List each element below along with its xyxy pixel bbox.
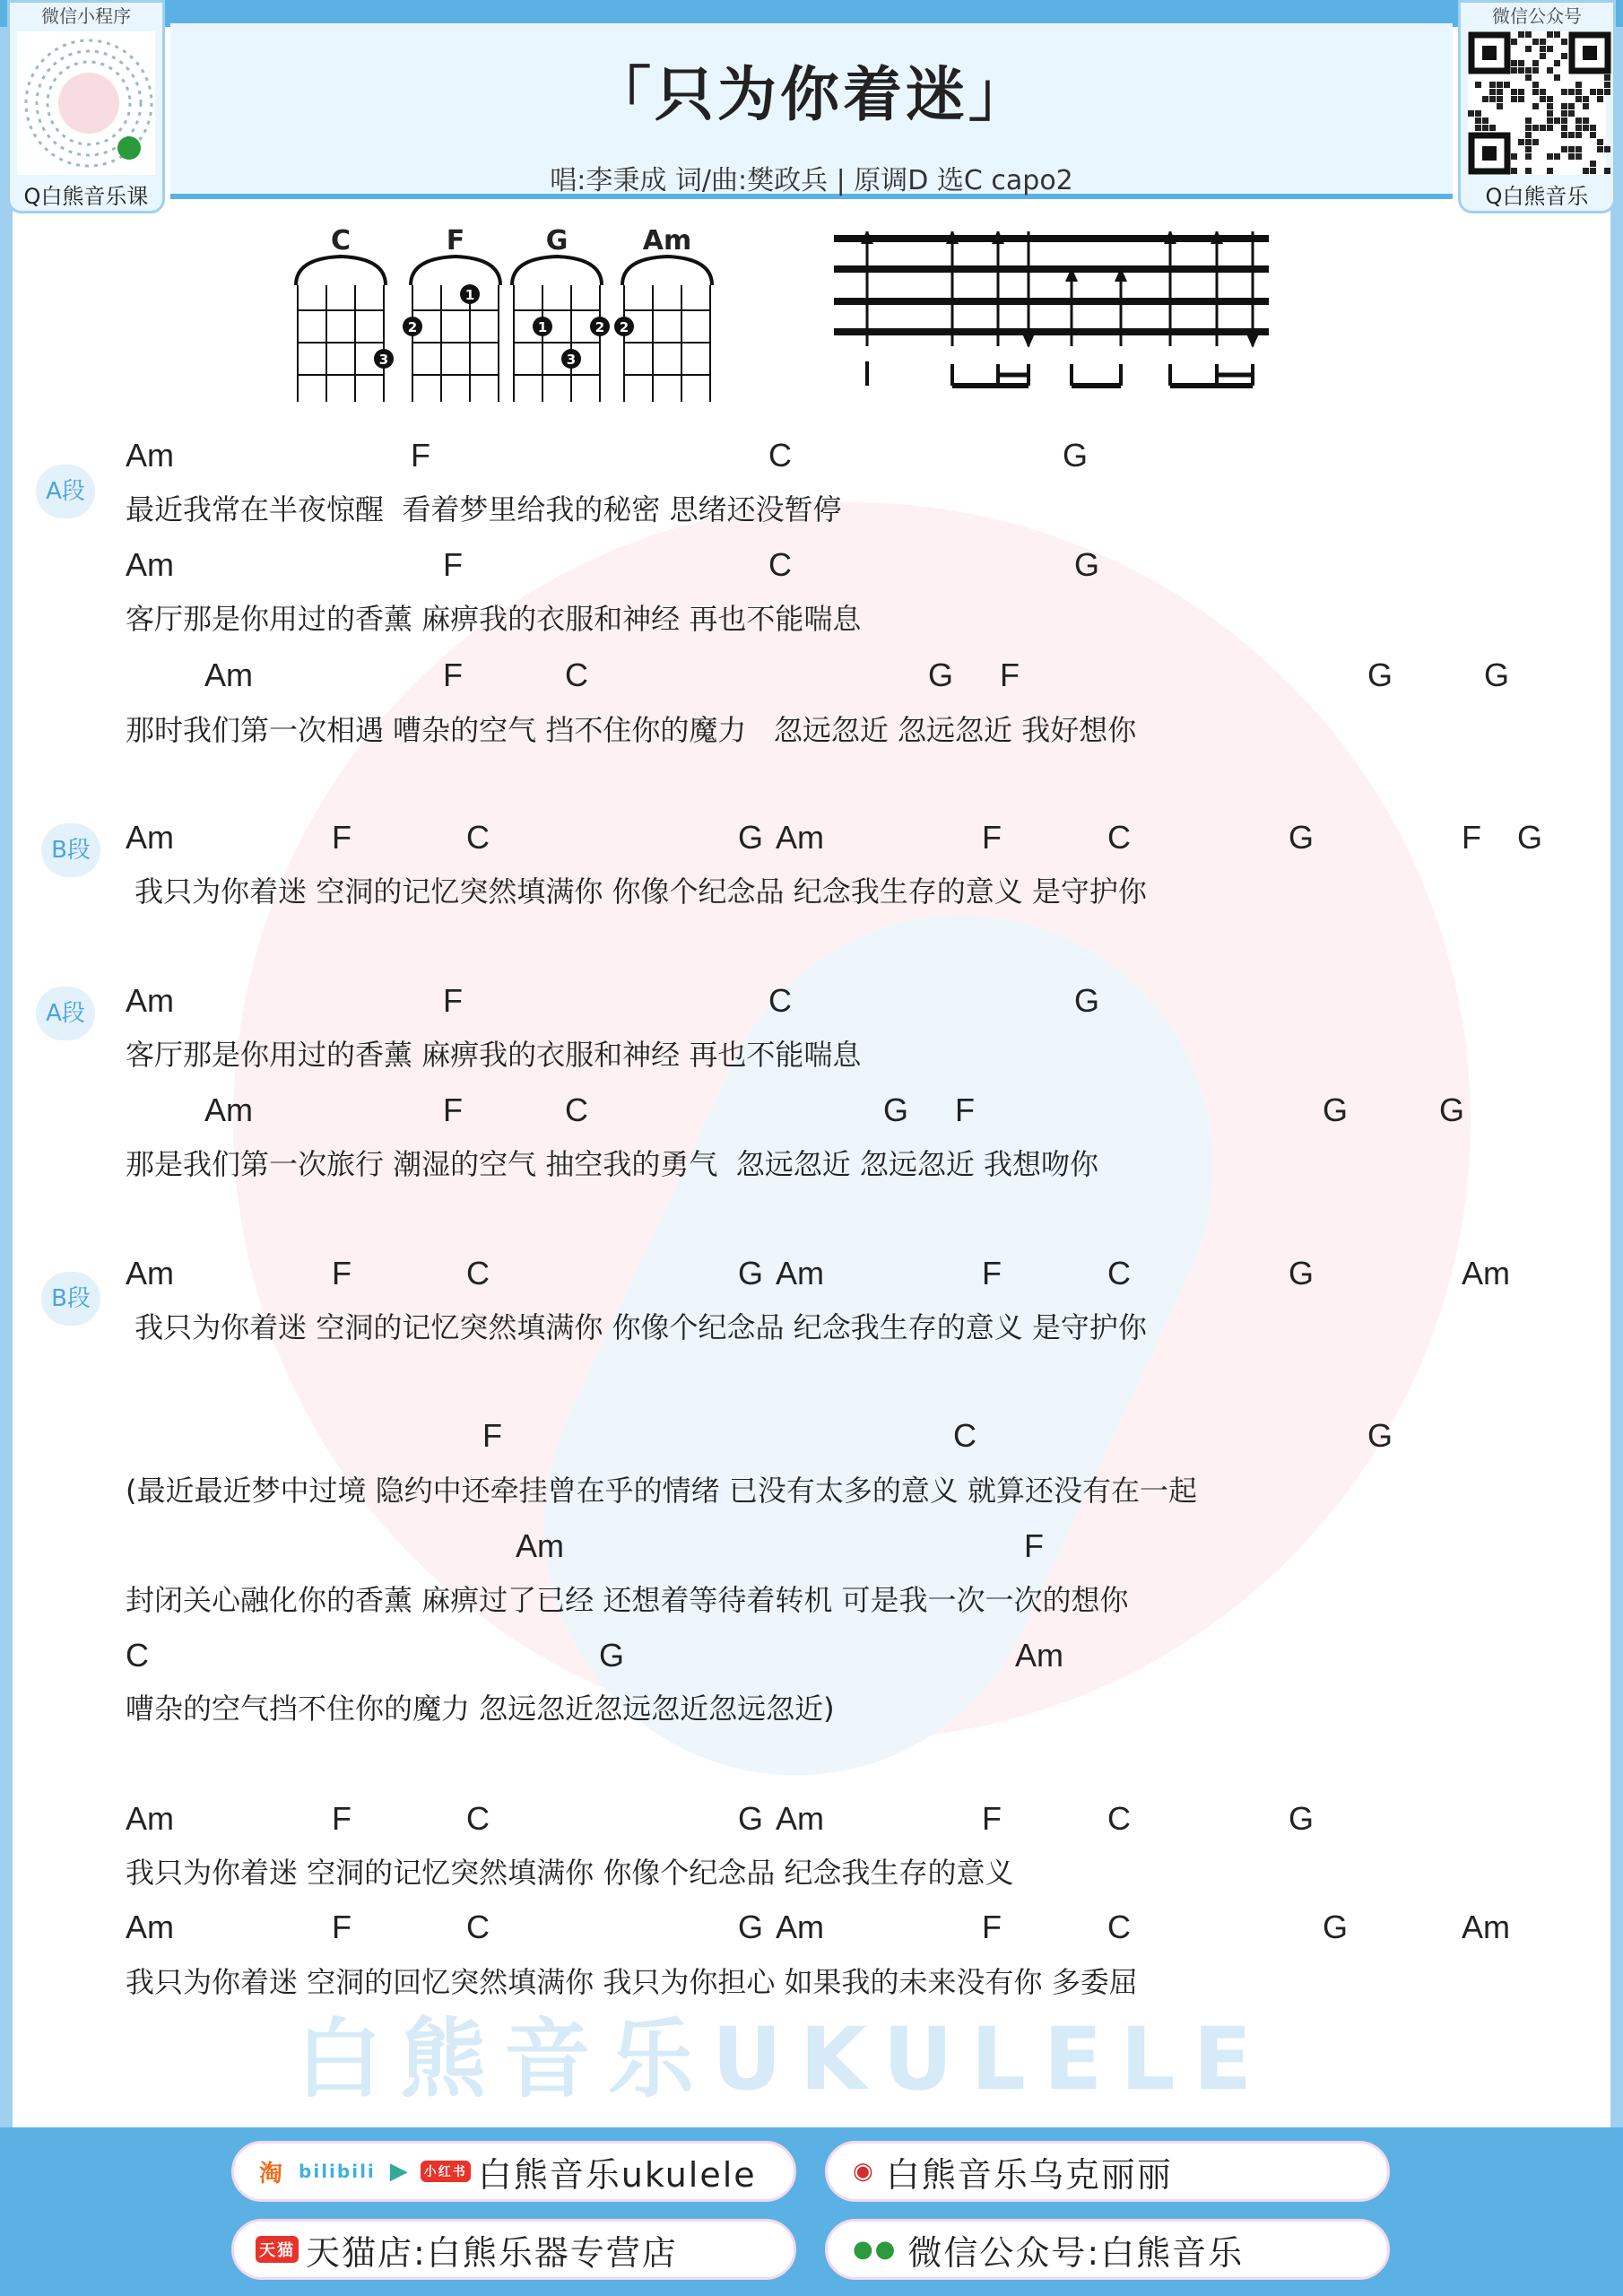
frame-right [1610,0,1623,2296]
svg-text:1: 1 [464,287,475,303]
chord-diagram-name: Am [642,225,692,257]
watermark: 白熊音乐UKULELE [296,2009,1271,2109]
chord-label: F [332,819,352,856]
lyric-line: 我只为你着迷 空洞的回忆突然填满你 我只为你担心 如果我的未来没有你 多委屈 [126,1965,1138,1999]
footer-tmall[interactable] [231,2219,796,2280]
frame-left [0,0,13,2296]
mini-program-code-icon [17,31,155,175]
chord-label: C [565,657,588,693]
qr-top-label: 微信小程序 [41,5,131,27]
footer-label: 白熊音乐ukulele [477,2154,757,2195]
xiaohongshu-icon: 小红书 [421,2161,471,2182]
chord-label: Am [516,1527,564,1564]
chord-label: G [1323,1909,1349,1945]
song-info: 唱:李秉成 词/曲:樊政兵 | 原调D 选C capo2 [550,165,1073,196]
chord-label: Am [126,1800,174,1837]
lyric-line: (最近最近梦中过境 隐约中还牵挂曾在乎的情绪 已没有太多的意义 就算还没有在一起 [126,1474,1198,1508]
chord-diagram-C [296,225,394,402]
chord-diagram-name: F [446,225,465,257]
chord-label: C [768,546,792,583]
chord-diagram-name: C [330,225,352,257]
chord-label: G [1289,819,1315,856]
chord-label: G [1367,1417,1393,1454]
chord-label: F [955,1091,975,1128]
chord-label: Am [126,437,174,474]
chord-label: G [738,1800,764,1837]
chord-label: Am [126,982,174,1019]
tmall-icon: 天猫 [256,2236,299,2263]
qr-bottom-label: Q白熊音乐 [1485,184,1589,209]
svg-text:2: 2 [619,319,629,335]
chord-label: Am [776,1800,824,1837]
official-account-qr-box[interactable] [1458,0,1616,213]
chord-label: F [443,982,463,1019]
section-badge: A段 [36,987,95,1040]
chord-label: C [565,1091,588,1128]
lyric-line: 客厅那是你用过的香薰 麻痹我的衣服和神经 再也不能喘息 [126,1038,862,1072]
lyric-line: 客厅那是你用过的香薰 麻痹我的衣服和神经 再也不能喘息 [126,602,862,636]
chord-label: F [332,1909,352,1945]
chord-label: G [738,1255,764,1292]
chord-label: G [738,819,764,856]
chord-label: G [1074,546,1100,583]
section-badge: B段 [41,1272,100,1326]
svg-text:3: 3 [566,352,577,368]
lyric-line: 封闭关心融化你的香薰 麻痹过了已经 还想着等待着转机 可是我一次一次的想你 [126,1583,1129,1617]
chord-label: C [1107,1255,1131,1292]
chord-diagram-name: G [545,225,568,257]
svg-text:3: 3 [378,352,389,368]
chord-label: F [411,437,430,474]
chord-diagrams [287,222,735,405]
chord-label: G [1517,819,1543,856]
chord-label: F [1024,1527,1044,1564]
section-badge: A段 [36,465,95,518]
footer-label: 微信公众号:白熊音乐 [907,2232,1245,2273]
chord-label: G [599,1637,625,1674]
footer [0,2127,1623,2296]
footer-weibo[interactable] [825,2141,1390,2202]
lyric-line: 那时我们第一次相遇 嘈杂的空气 挡不住你的魔力 忽远忽近 忽远忽近 我好想你 [126,713,1137,747]
chord-label: C [953,1417,976,1454]
qr-code-icon [1468,31,1606,175]
lyric-line: 那是我们第一次旅行 潮湿的空气 抽空我的勇气 忽远忽近 忽远忽近 我想吻你 [126,1147,1099,1181]
chord-label: F [443,546,463,583]
chord-label: C [1107,1800,1131,1837]
chord-label: G [883,1091,909,1128]
lyric-line: 我只为你着迷 空洞的记忆突然填满你 你像个纪念品 纪念我生存的意义 是守护你 [126,874,1147,909]
chord-label: G [1289,1255,1315,1292]
chord-label: C [466,1255,490,1292]
chord-label: G [1367,657,1393,693]
chord-label: G [1063,437,1089,474]
chord-label: G [1484,657,1510,693]
weibo-icon: ◉ [853,2158,875,2185]
chord-label: C [1107,1909,1131,1945]
mini-program-qr-box[interactable] [7,0,165,213]
chord-label: G [1074,982,1100,1019]
chord-label: F [1000,657,1020,693]
chord-label: Am [776,1909,824,1945]
lyric-line: 我只为你着迷 空洞的记忆突然填满你 你像个纪念品 纪念我生存的意义 [126,1856,1014,1890]
header [170,23,1453,199]
chord-label: C [126,1637,149,1674]
footer-label: 白熊音乐乌克丽丽 [885,2154,1173,2195]
section-badge: B段 [41,823,100,877]
svg-text:2: 2 [407,319,418,335]
strum-pattern [829,231,1278,396]
chord-label: G [1323,1091,1349,1128]
chord-label: F [332,1800,352,1837]
chord-label: F [332,1255,352,1292]
chord-label: Am [126,1909,174,1945]
chord-diagram-G [512,225,610,402]
chord-label: C [466,819,490,856]
chord-label: F [982,819,1002,856]
chord-label: C [466,1909,490,1945]
bilibili-icon: bilibili [299,2161,376,2182]
chord-label: Am [204,657,253,693]
chord-label: G [738,1909,764,1945]
chord-label: Am [1015,1637,1063,1674]
lyric-line: 嘈杂的空气挡不住你的魔力 忽远忽近忽远忽近忽远忽近) [126,1692,835,1726]
chord-label: F [982,1800,1002,1837]
svg-text:2: 2 [595,319,605,335]
qr-top-label: 微信公众号 [1492,5,1582,27]
chord-label: Am [204,1091,253,1128]
chord-label: Am [1462,1255,1510,1292]
chord-label: G [928,657,954,693]
tencent-video-icon: ▶ [389,2158,410,2185]
lyric-line: 最近我常在半夜惊醒 看着梦里给我的秘密 思绪还没暂停 [126,492,842,526]
chord-label: Am [776,1255,824,1292]
chord-label: F [443,657,463,693]
chord-label: Am [126,546,174,583]
chord-label: Am [776,819,824,856]
chord-label: F [482,1417,502,1454]
chord-diagram-Am [614,225,712,402]
chord-label: F [443,1091,463,1128]
qr-bottom-label: Q白熊音乐课 [23,184,149,209]
chord-label: C [768,437,792,474]
page-title: 「只为你着迷」 [592,60,1031,129]
chord-label: F [982,1909,1002,1945]
chord-label: G [1289,1800,1315,1837]
lyric-line: 我只为你着迷 空洞的记忆突然填满你 你像个纪念品 纪念我生存的意义 是守护你 [126,1310,1147,1344]
chord-label: F [1462,819,1481,856]
chord-label: C [1107,819,1131,856]
svg-text:1: 1 [537,319,548,335]
chord-label: C [768,982,792,1019]
chord-label: Am [126,1255,174,1292]
chord-label: Am [1462,1909,1510,1945]
footer-wechat[interactable] [825,2219,1390,2280]
chord-label: F [982,1255,1002,1292]
chord-diagram-F [403,225,500,402]
wechat-icon: ●● [853,2236,898,2263]
chord-label: C [466,1800,490,1837]
taobao-icon: 淘 [259,2160,285,2187]
footer-label: 天猫店:白熊乐器专营店 [306,2232,678,2273]
chord-label: G [1439,1091,1465,1128]
chord-label: Am [126,819,174,856]
footer-social-ukulele[interactable] [231,2141,796,2202]
